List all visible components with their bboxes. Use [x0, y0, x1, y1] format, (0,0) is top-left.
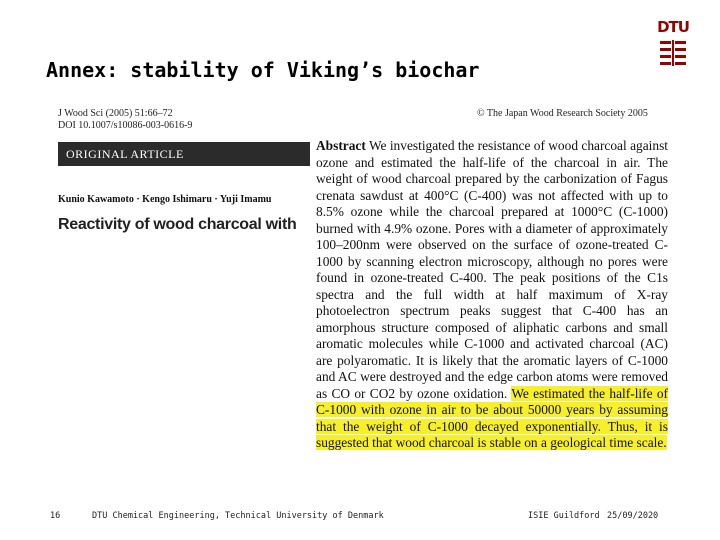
paper-header	[58, 108, 310, 248]
footer-event: ISIE Guildford	[528, 511, 600, 521]
article-type-label: ORIGINAL ARTICLE	[66, 147, 184, 161]
page-number: 16	[50, 511, 61, 521]
abstract-heading: Abstract	[316, 138, 366, 153]
slide-title: Annex: stability of Viking’s biochar	[46, 58, 480, 82]
abstract-block	[316, 138, 668, 452]
footer-date: 25/09/2020	[607, 511, 659, 521]
copyright-notice: © The Japan Wood Research Society 2005	[477, 108, 648, 119]
dtu-logo-text: DTU	[657, 18, 689, 36]
footer-organization: DTU Chemical Engineering, Technical University of Denmark	[92, 511, 384, 521]
journal-citation: J Wood Sci (2005) 51:66–72	[58, 108, 173, 119]
dtu-logo	[656, 18, 690, 66]
article-type-bar	[58, 142, 310, 166]
abstract-text: We investigated the resistance of wood charcoal against ozone and estimated the half-life of the charcoal in air. The weight of wood charcoal prepared by the carbonization of Fagus crenata sawdust at 400°C (C-400) was not affected with up to 8.5% ozone while the charcoal prepared at 1000°C (C-1000) burned with 4.9% ozone. Pores with a diameter of approximately 100–200nm were observed on the surface of ozone-treated C-1000 by scanning electron microscopy, although no pores were found in ozone-treated C-400. The peak positions of the C1s spectra and the full width at half maximum of X-ray photoelectron spectrum peaks suggest that C-400 has an amorphous structure composed of aliphatic carbons and small aromatic molecules while C-1000 and activated charcoal (AC) are polyaromatic. It is likely that the aromatic layers of C-1000 and AC were destroyed and the edge carbon atoms were removed as CO or CO2 by ozone oxidation.	[316, 138, 669, 401]
journal-reference	[58, 108, 192, 132]
paper-title: Reactivity of wood charcoal with	[58, 216, 297, 233]
journal-doi: DOI 10.1007/s10086-003-0616-9	[58, 120, 193, 131]
abstract-highlight: We estimated the half-life of C-1000 with ozone in air to be about 50000 years by assuming that the weight of C-1000 decayed exponentially. Thus, it is suggested that wood charcoal is stable on a geological time scale.	[316, 385, 668, 450]
paper-authors: Kunio Kawamoto · Kengo Ishimaru · Yuji Imamu	[58, 194, 272, 205]
dtu-logo-bars	[660, 40, 686, 66]
